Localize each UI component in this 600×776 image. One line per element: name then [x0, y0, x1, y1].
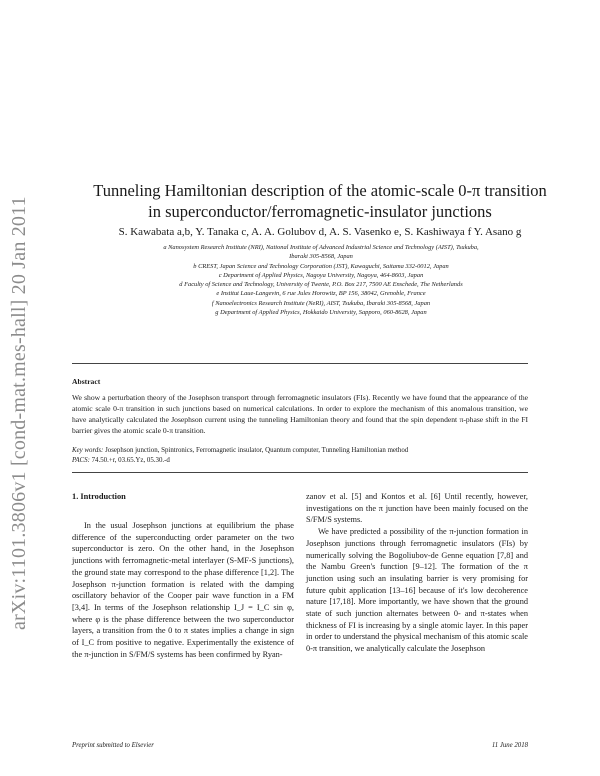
left-column [72, 520, 294, 660]
keywords-text: Josephson junction, Spintronics, Ferromagnetic insulator, Quantum computer, Tunneling Hamiltonian method [105, 447, 409, 454]
affiliation: e Institut Laue-Langevin, 6 rue Jules Horowitz, BP 156, 38042, Grenoble, France [216, 290, 426, 298]
paper-title [60, 180, 580, 222]
intro-paragraph-2: We have predicted a possibility of the π-junction formation in Josephson junctions through ferromagnetic insulators (FIs) by numerically solving the Bogoliubov-de Genne equation [7,8] and the Nambu Green's function [9–12]. The formation of the π junction using such an insulating barrier is very promising for future qubit application [13–16] because of it's low decoherence nature [17,18]. More importantly, we have shown that the ground state of such junction alternates between 0- and π-states when thickness of FI is increasing by a single atomic layer. In this paper in order to understand the physical mechanism of this atomic scale 0-π transition, we analytically calculate the Josephson [306, 527, 528, 654]
right-column [306, 491, 528, 655]
intro-paragraph: In the usual Josephson junctions at equilibrium the phase difference of the superconducting order parameter on the two superconductor is zero. On the other hand, in the Josephson junctions with ferromagnetic-metal interlayer (S-MF-S junctions), the ground state may correspond to the phase difference [1,2]. The Josephson π-junction formation is related with the damping oscillatory behavior of the Cooper pair wave function in a FM [3,4]. In terms of the Josephson relationship I_J = I_C sin φ, where φ is the phase difference between the two superconductor layers, a transition from the 0 to π states implies a change in sign of I_C from positive to negative. Experimentally the existence of the π-junction in S/FM/S systems has been confirmed by Ryan- [72, 521, 294, 659]
author-list: S. Kawabata a,b, Y. Tanaka c, A. A. Golubov d, A. S. Vasenko e, S. Kashiwaya f Y. Asano g [118, 226, 522, 238]
title-line-1: Tunneling Hamiltonian description of the atomic-scale 0-π transition [93, 181, 547, 200]
arxiv-identifier: arXiv:1101.3806v1 [cond-mat.mes-hall] 20 Jan 2011 [8, 196, 30, 630]
top-divider [72, 363, 528, 364]
affiliation: b CREST, Japan Science and Technology Corporation (JST), Kawaguchi, Saitama 332-0012, Japan [193, 262, 449, 270]
keywords-block [72, 446, 528, 465]
affiliation: Ibaraki 305-8568, Japan [289, 253, 353, 261]
affiliation: d Faculty of Science and Technology, University of Twente, P.O. Box 217, 7500 AE Enschede, The Netherlands [179, 281, 463, 289]
abstract-text: We show a perturbation theory of the Josephson transport through ferromagnetic insulators (FIs). Recently we have found that the appearance of the atomic scale 0-π transition in such junctions based on numerical calculations. In order to explore the mechanism of this anomalous transition, we have analytically calculated the Josephson current using the tunneling Hamiltonian theory and found that the spin dependent π-phase shift in the FI barrier gives the atomic scale 0-π transition. [72, 393, 528, 435]
affiliations [66, 243, 576, 317]
title-line-2: in superconductor/ferromagnetic-insulator junctions [148, 202, 492, 221]
bottom-divider [72, 472, 528, 473]
abstract-heading: Abstract [72, 377, 101, 386]
pacs-text: 74.50.+r, 03.65.Yz, 05.30.-d [91, 456, 170, 464]
date-note: 11 June 2018 [491, 742, 528, 749]
affiliation: g Department of Applied Physics, Hokkaido University, Sapporo, 060-8628, Japan [215, 309, 427, 317]
affiliation: c Department of Applied Physics, Nagoya University, Nagoya, 464-8603, Japan [218, 271, 424, 279]
keywords-label: Key words: [72, 447, 104, 454]
intro-paragraph-continued: zanov et al. [5] and Kontos et al. [6] Until recently, however, investigations on the π junction have been mainly focused on the S/FM/S systems. [306, 492, 528, 525]
section-heading: 1. Introduction [72, 492, 126, 501]
affiliation: f Nanoelectronics Research Institute (NeRI), AIST, Tsukuba, Ibaraki 305-8568, Japan [211, 299, 431, 307]
preprint-note: Preprint submitted to Elsevier [72, 742, 154, 749]
pacs-label: PACS: [72, 456, 90, 464]
affiliation: a Nanosystem Research Institute (NRI), National Institute of Advanced Industrial Science and Technology (AIST), Tsukuba, [163, 244, 479, 251]
